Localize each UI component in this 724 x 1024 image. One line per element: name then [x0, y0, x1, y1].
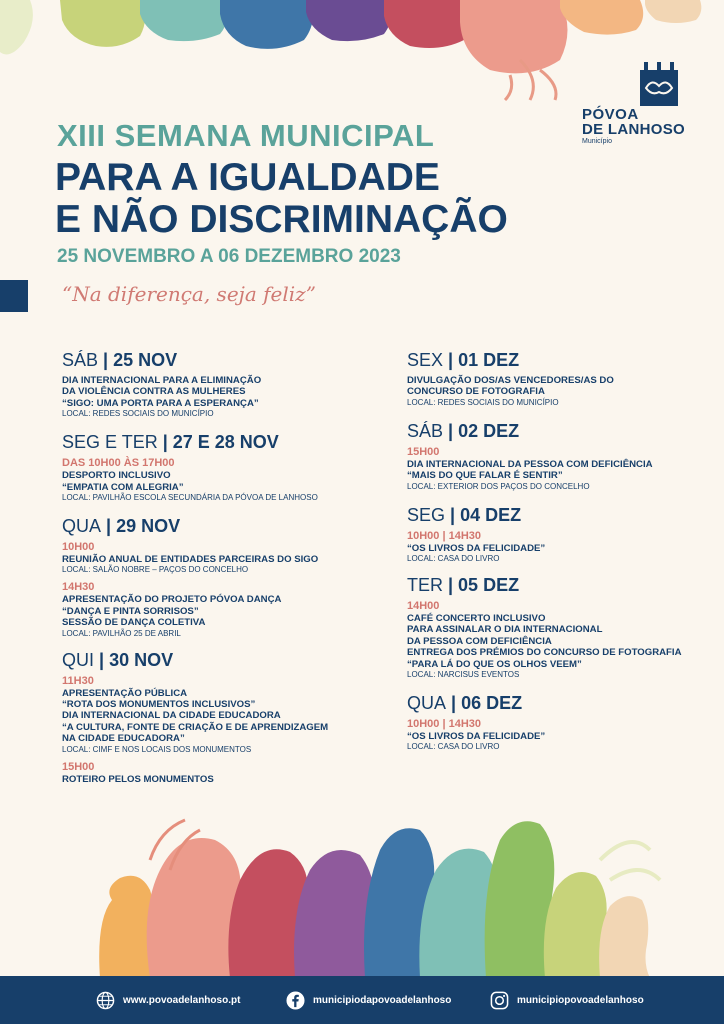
footer — [0, 976, 724, 1024]
event-description: “A CULTURA, FONTE DE CRIAÇÃO E DE APRENDIZAGEM — [62, 721, 329, 733]
instagram-text: municipiopovoadelanhoso — [517, 994, 644, 1006]
day-weekday: SÁB — [62, 350, 99, 370]
day-weekday: SEG — [407, 504, 446, 525]
day-date: 01 DEZ — [458, 350, 520, 370]
schedule-day — [407, 420, 707, 492]
day-date: 06 DEZ — [461, 693, 523, 714]
day-heading — [407, 420, 707, 444]
event-description: PARA ASSINALAR O DIA INTERNACIONAL — [407, 624, 603, 636]
day-separator: | — [443, 575, 459, 596]
day-weekday: TER — [407, 575, 443, 596]
schedule-day — [407, 349, 707, 408]
event-description: “PARA LÁ DO QUE OS OLHOS VEEM” — [407, 658, 582, 670]
schedule-event — [62, 541, 382, 575]
instagram-link[interactable] — [490, 990, 644, 1010]
facebook-icon — [286, 991, 305, 1010]
event-description: DIVULGAÇÃO DOS/AS VENCEDORES/AS DO — [407, 375, 614, 386]
event-location: LOCAL: NARCISUS EVENTOS — [407, 670, 520, 680]
day-heading — [407, 692, 707, 716]
event-time: 10H00 — [62, 541, 95, 554]
day-separator: | — [446, 693, 462, 714]
schedule-event — [407, 530, 707, 564]
day-separator: | — [445, 504, 461, 525]
day-heading — [407, 504, 707, 528]
schedule-event — [62, 457, 382, 503]
event-time: 11H30 — [62, 674, 94, 687]
day-heading — [62, 431, 382, 455]
schedule-event — [62, 761, 382, 785]
day-heading — [62, 649, 382, 673]
event-location: LOCAL: REDES SOCIAIS DO MUNICÍPIO — [407, 397, 559, 407]
day-date: 05 DEZ — [458, 575, 520, 596]
event-description: CONCURSO DE FOTOGRAFIA — [407, 386, 545, 398]
event-description: “OS LIVROS DA FELICIDADE” — [407, 731, 546, 743]
day-weekday: SEG E TER — [62, 432, 158, 453]
event-location: LOCAL: REDES SOCIAIS DO MUNICÍPIO — [62, 409, 214, 419]
schedule-day — [62, 431, 382, 503]
day-weekday: SÁB — [407, 420, 444, 441]
event-time: DAS 10H00 ÀS 17H00 — [62, 457, 175, 470]
day-weekday: QUA — [407, 693, 447, 714]
schedule-event — [407, 718, 707, 752]
brand-subtitle: Município — [582, 138, 612, 145]
event-description: “DANÇA E PINTA SORRISOS” — [62, 605, 199, 617]
event-time: 14H30 — [62, 581, 95, 594]
schedule-event — [62, 581, 382, 638]
event-description: DIA INTERNACIONAL DA CIDADE EDUCADORA — [62, 710, 281, 722]
day-separator: | — [443, 420, 459, 441]
day-separator: | — [157, 432, 173, 453]
event-description: DA PESSOA COM DEFICIÊNCIA — [407, 635, 552, 647]
top-silhouettes-illustration — [0, 0, 724, 110]
day-heading — [62, 515, 382, 539]
event-description: DESPORTO INCLUSIVO — [62, 470, 171, 482]
website-link[interactable] — [96, 990, 240, 1010]
event-time: 15H00 — [407, 445, 440, 458]
brand-name-line1: PÓVOA — [582, 106, 639, 123]
schedule-event — [407, 446, 707, 492]
schedule-day — [62, 649, 382, 785]
event-description: ENTREGA DOS PRÉMIOS DO CONCURSO DE FOTOGRAFIA — [407, 647, 682, 659]
day-date: 30 NOV — [109, 649, 174, 670]
event-description: CAFÉ CONCERTO INCLUSIVO — [407, 613, 546, 625]
motto: “Na diferença, seja feliz” — [62, 282, 316, 306]
event-location: LOCAL: CIMF E NOS LOCAIS DOS MONUMENTOS — [62, 744, 252, 754]
day-heading — [62, 349, 382, 373]
event-description: “EMPATIA COM ALEGRIA” — [62, 481, 184, 493]
event-description: “OS LIVROS DA FELICIDADE” — [407, 542, 546, 554]
day-date: 27 E 28 NOV — [172, 432, 279, 453]
day-date: 29 NOV — [116, 516, 181, 537]
event-time: 10H00 | 14H30 — [407, 718, 482, 731]
page-title-line1: XIII SEMANA MUNICIPAL — [57, 118, 435, 153]
schedule-event — [62, 675, 382, 755]
event-description: SESSÃO DE DANÇA COLETIVA — [62, 617, 206, 629]
facebook-link[interactable] — [286, 990, 451, 1010]
event-location: LOCAL: EXTERIOR DOS PAÇOS DO CONCELHO — [407, 481, 590, 491]
schedule-left-column — [62, 349, 382, 785]
bottom-silhouettes-illustration — [0, 800, 724, 978]
facebook-text: municipiodapovoadelanhoso — [313, 994, 452, 1006]
event-description: DA VIOLÊNCIA CONTRA AS MULHERES — [62, 386, 246, 398]
schedule-day — [407, 504, 707, 564]
event-description: “ROTA DOS MONUMENTOS INCLUSIVOS” — [62, 699, 256, 711]
day-separator: | — [98, 350, 114, 370]
side-accent-bar — [0, 280, 28, 312]
day-separator: | — [101, 516, 117, 537]
schedule-day — [407, 692, 707, 752]
day-weekday: QUA — [62, 516, 102, 537]
schedule-right-column — [407, 349, 707, 752]
website-text: www.povoadelanhoso.pt — [123, 994, 241, 1006]
day-heading — [407, 349, 707, 373]
event-description: NA CIDADE EDUCADORA” — [62, 733, 185, 745]
event-description: DIA INTERNACIONAL PARA A ELIMINAÇÃO — [62, 375, 262, 386]
event-location: LOCAL: PAVILHÃO 25 DE ABRIL — [62, 628, 181, 638]
page-title-line3: E NÃO DISCRIMINAÇÃO — [55, 198, 508, 241]
day-date: 04 DEZ — [460, 504, 522, 525]
event-description: APRESENTAÇÃO DO PROJETO PÓVOA DANÇA — [62, 594, 282, 606]
day-weekday: SEX — [407, 350, 444, 370]
event-location: LOCAL: CASA DO LIVRO — [407, 742, 500, 752]
event-location: LOCAL: PAVILHÃO ESCOLA SECUNDÁRIA DA PÓVOA DE LANHOSO — [62, 493, 318, 503]
day-separator: | — [94, 649, 110, 670]
brand-name-line2: DE LANHOSO — [582, 121, 686, 138]
instagram-icon — [490, 991, 509, 1010]
schedule-event — [62, 375, 382, 419]
event-description: APRESENTAÇÃO PÚBLICA — [62, 687, 188, 699]
day-date: 25 NOV — [113, 350, 178, 370]
day-separator: | — [443, 350, 459, 370]
schedule-event — [407, 375, 707, 408]
event-location: LOCAL: CASA DO LIVRO — [407, 554, 500, 564]
schedule-day — [407, 574, 707, 680]
schedule-day — [62, 515, 382, 639]
page-title-line2: PARA A IGUALDADE — [55, 156, 440, 199]
event-time: 14H00 — [407, 600, 440, 613]
castle-emblem-icon — [640, 58, 678, 106]
event-location: LOCAL: SALÃO NOBRE – PAÇOS DO CONCELHO — [62, 565, 249, 575]
day-heading — [407, 574, 707, 598]
event-description: “SIGO: UMA PORTA PARA A ESPERANÇA” — [62, 397, 259, 409]
day-weekday: QUI — [62, 649, 95, 670]
event-description: REUNIÃO ANUAL DE ENTIDADES PARCEIRAS DO SIGO — [62, 554, 319, 566]
globe-icon — [96, 991, 115, 1010]
event-description: “MAIS DO QUE FALAR É SENTIR” — [407, 470, 563, 482]
event-description: ROTEIRO PELOS MONUMENTOS — [62, 773, 214, 785]
event-time: 10H00 | 14H30 — [407, 529, 482, 542]
schedule-event — [407, 600, 707, 680]
day-date: 02 DEZ — [458, 420, 520, 441]
event-dates: 25 NOVEMBRO A 06 DEZEMBRO 2023 — [57, 246, 401, 267]
event-time: 15H00 — [62, 760, 95, 773]
event-description: DIA INTERNACIONAL DA PESSOA COM DEFICIÊNCIA — [407, 458, 653, 470]
schedule-day — [62, 349, 382, 419]
